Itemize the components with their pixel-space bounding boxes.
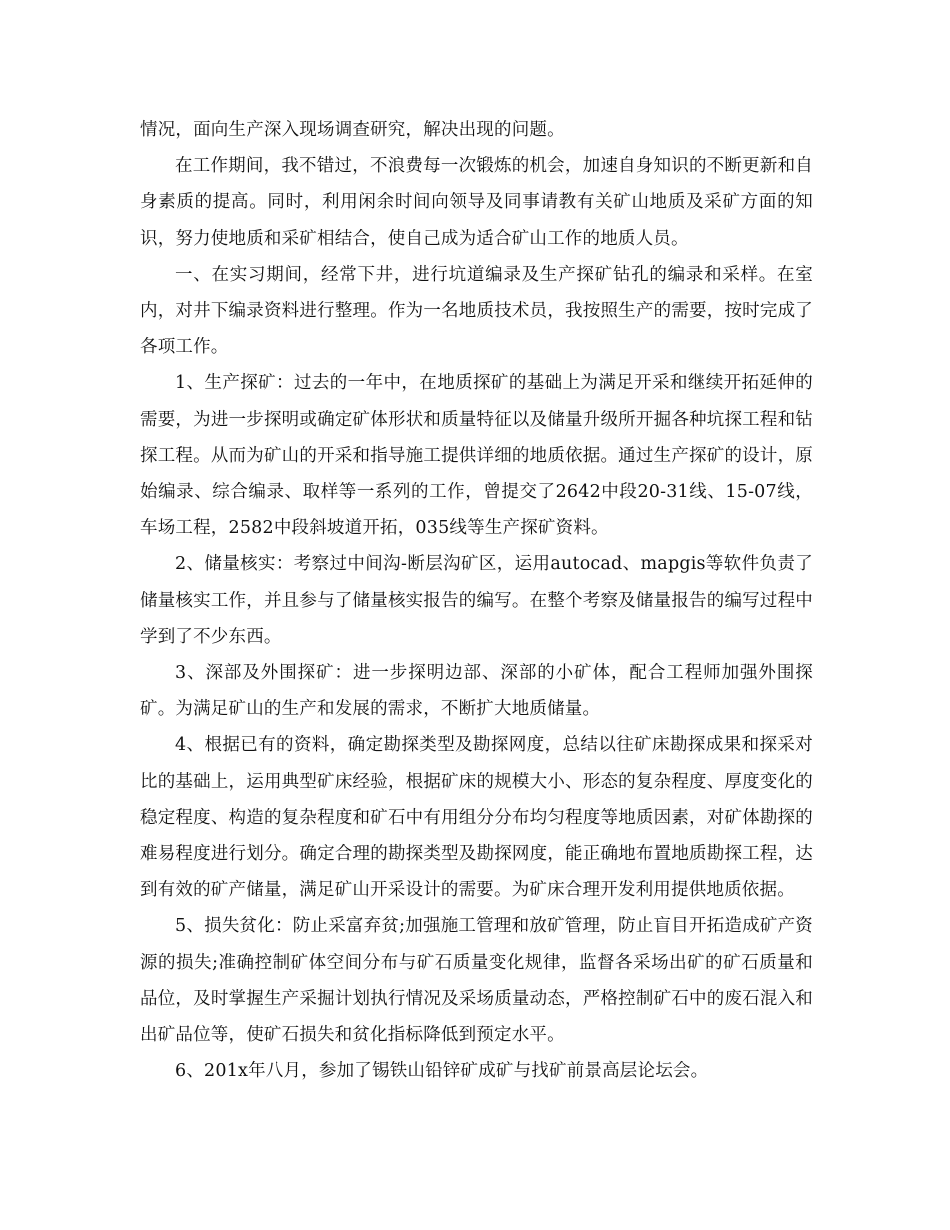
paragraph-exploration-type: 4、根据已有的资料，确定勘探类型及勘探网度，总结以往矿床勘探成果和探采对比的基础上，运用典型矿床经验，根据矿床的规模大小、形态的复杂程度、厚度变化的稳定程度、构造的复杂程度和矿石中有用组分分布均匀程度等地质因素，对矿体勘探的难易程度进行划分。确定合理的勘探类型及勘探网度，能正确地布置地质勘探工程，达到有效的矿产储量，满足矿山开采设计的需要。为矿床合理开发利用提供地质依据。 [140,735,813,901]
paragraph-work-period: 在工作期间，我不错过，不浪费每一次锻炼的机会，加速自身知识的不断更新和自身素质的提高。同时，利用闲余时间向领导及同事请教有关矿山地质及采矿方面的知识，努力使地质和采矿相结合，使自己成为适合矿山工作的地质人员。 [140,156,813,249]
paragraph-loss-dilution: 5、损失贫化：防止采富弃贫;加强施工管理和放矿管理，防止盲目开拓造成矿产资源的损失;准确控制矿体空间分布与矿石质量变化规律，监督各采场出矿的矿石质量和品位，及时掌握生产采掘计划执行情况及采场质量动态，严格控制矿石中的废石混入和出矿品位等，使矿石损失和贫化指标降低到预定水平。 [140,916,813,1046]
paragraph-deep-exploration: 3、深部及外围探矿：进一步探明边部、深部的小矿体，配合工程师加强外围探矿。为满足矿山的生产和发展的需求，不断扩大地质储量。 [140,663,813,720]
paragraph-forum: 6、201x年八月，参加了锡铁山铅锌矿成矿与找矿前景高层论坛会。 [175,1061,709,1082]
document-body [140,112,813,1089]
paragraph-continuation: 情况，面向生产深入现场调查研究，解决出现的问题。 [140,120,565,140]
paragraph-reserve-verification: 2、储量核实：考察过中间沟-断层沟矿区，运用autocad、mapgis等软件负责了储量核实工作，并且参与了储量核实报告的编写。在整个考察及储量报告的编写过程中学到了不少东西。 [140,554,813,647]
paragraph-internship-section: 一、在实习期间，经常下井，进行坑道编录及生产探矿钻孔的编录和采样。在室内，对井下编录资料进行整理。作为一名地质技术员，我按照生产的需要，按时完成了各项工作。 [140,264,813,358]
paragraph-production-exploration: 1、生产探矿：过去的一年中，在地质探矿的基础上为满足开采和继续开拓延伸的需要，为进一步探明或确定矿体形状和质量特征以及储量升级所开掘各种坑探工程和钻探工程。从而为矿山的开采和指导施工提供详细的地质依据。通过生产探矿的设计，原始编录、综合编录、取样等一系列的工作，曾提交了2642中段20-31线、15-07线，车场工程，2582中段斜坡道开拓，035线等生产探矿资料。 [140,373,813,539]
